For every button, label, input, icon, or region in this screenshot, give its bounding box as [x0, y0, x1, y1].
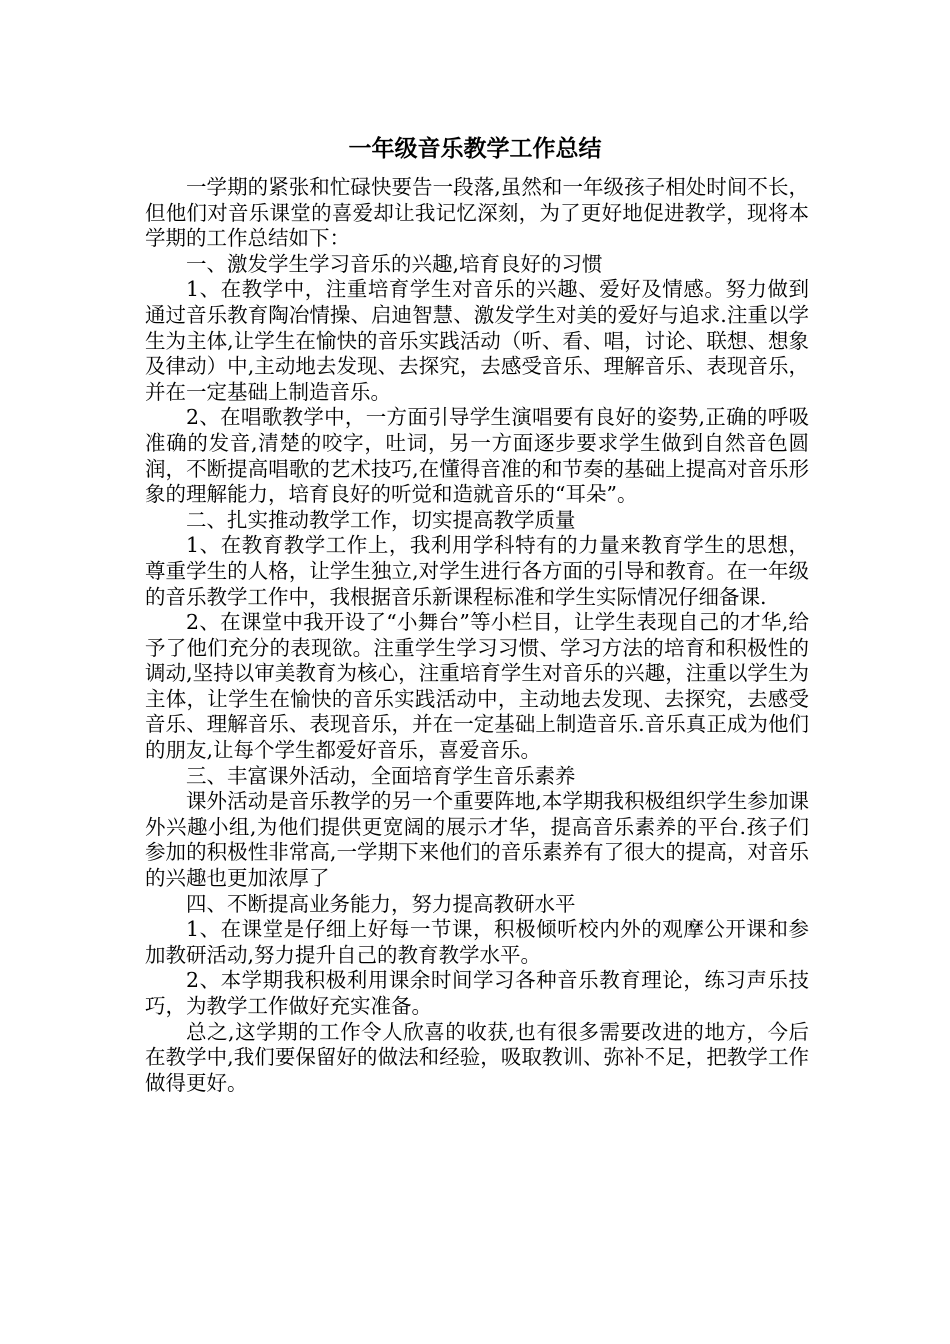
body-paragraph: 1、在教育教学工作上，我利用学科特有的力量来教育学生的思想，尊重学生的人格，让学生独立,对学生进行各方面的引导和教育。在一年级的音乐教学工作中，我根据音乐新课程标准和学生实际情况仔细备课. [145, 533, 809, 609]
body-paragraph: 2、在唱歌教学中，一方面引导学生演唱要有良好的姿势,正确的呼吸准确的发音,清楚的咬字，吐词，另一方面逐步要求学生做到自然音色圆润，不断提高唱歌的艺术技巧,在懂得音准的和节奏的基础上提高对音乐形象的理解能力，培育良好的听觉和造就音乐的“耳朵”。 [145, 405, 809, 507]
section-heading-1: 一、激发学生学习音乐的兴趣,培育良好的习惯 [186, 251, 603, 276]
document-title: 一年级音乐教学工作总结 [348, 136, 602, 162]
body-paragraph: 课外活动是音乐教学的另一个重要阵地,本学期我积极组织学生参加课外兴趣小组,为他们提供更宽阔的展示才华，提高音乐素养的平台.孩子们参加的积极性非常高,一学期下来他们的音乐素养有了很大的提高，对音乐的兴趣也更加浓厚了 [145, 789, 809, 891]
body-paragraph: 1、在课堂是仔细上好每一节课，积极倾听校内外的观摩公开课和参加教研活动,努力提升自己的教育教学水平。 [145, 917, 809, 967]
section-heading-3: 三、丰富课外活动，全面培育学生音乐素养 [186, 763, 576, 788]
body-paragraph: 1、在教学中，注重培育学生对音乐的兴趣、爱好及情感。努力做到通过音乐教育陶冶情操、启迪智慧、激发学生对美的爱好与追求.注重以学生为主体,让学生在愉快的音乐实践活动（听、看、唱，讨论、联想、想象及律动）中,主动地去发现、去探究，去感受音乐、理解音乐、表现音乐，并在一定基础上制造音乐。 [145, 277, 809, 404]
conclusion-paragraph: 总之,这学期的工作令人欣喜的收获,也有很多需要改进的地方，今后在教学中,我们要保留好的做法和经验，吸取教训、弥补不足，把教学工作做得更好。 [145, 1019, 809, 1095]
section-heading-4: 四、不断提高业务能力，努力提高教研水平 [186, 891, 576, 916]
section-heading-2: 二、扎实推动教学工作，切实提高教学质量 [186, 507, 576, 532]
document-body [145, 175, 809, 1096]
body-paragraph: 2、本学期我积极利用课余时间学习各种音乐教育理论，练习声乐技巧，为教学工作做好充实准备。 [145, 968, 809, 1018]
intro-paragraph: 一学期的紧张和忙碌快要告一段落,虽然和一年级孩子相处时间不长，但他们对音乐课堂的喜爱却让我记忆深刻，为了更好地促进教学，现将本学期的工作总结如下： [145, 175, 809, 251]
body-paragraph: 2、在课堂中我开设了“小舞台”等小栏目，让学生表现自己的才华,给予了他们充分的表现欲。注重学生学习习惯、学习方法的培育和积极性的调动,坚持以审美教育为核心，注重培育学生对音乐的兴趣，注重以学生为主体，让学生在愉快的音乐实践活动中，主动地去发现、去探究，去感受音乐、理解音乐、表现音乐，并在一定基础上制造音乐.音乐真正成为他们的朋友,让每个学生都爱好音乐，喜爱音乐。 [145, 610, 809, 763]
